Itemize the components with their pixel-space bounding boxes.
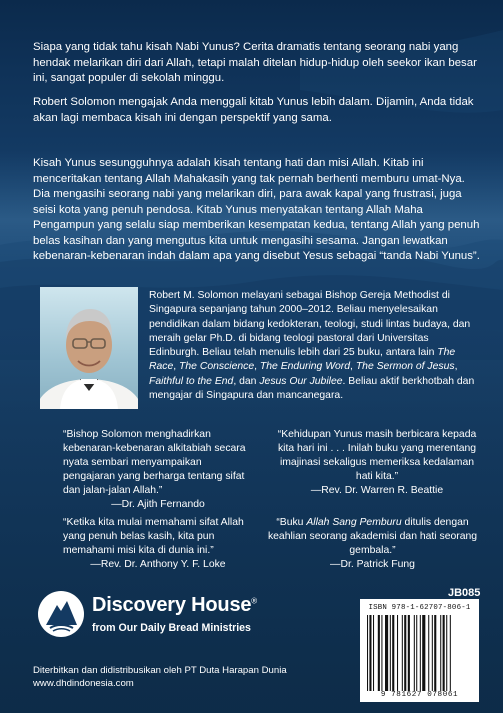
- book-title: Faithful to the End: [149, 375, 234, 387]
- quote-text: “Ketika kita mulai memahami sifat Allah yang penuh belas kasih, kita pun memahami misi kita di dunia ini.”: [63, 517, 244, 556]
- brand-tagline: from Our Daily Bread Ministries: [92, 622, 251, 634]
- publisher-line: Diterbitkan dan didistribusikan oleh PT Duta Harapan Dunia: [33, 665, 287, 676]
- endorsement-quote: [276, 428, 478, 498]
- isbn-number: ISBN 978-1-62707-806-1: [368, 604, 471, 612]
- endorsement-quote: [267, 516, 478, 572]
- blurb-paragraph-invitation: Robert Solomon mengajak Anda menggali kitab Yunus lebih dalam. Dijamin, Anda tidak akan lagi membaca kisah ini dengan perspektif yang sama.: [33, 96, 474, 124]
- publisher-info: [33, 664, 287, 690]
- endorsement-quote: [63, 516, 253, 572]
- discovery-house-logo-icon: [38, 591, 84, 637]
- author-photo: [40, 287, 138, 409]
- book-title: Jesus Our Jubilee: [259, 375, 343, 387]
- publisher-website: www.dhdindonesia.com: [33, 678, 134, 689]
- product-code: JB085: [448, 587, 481, 599]
- quote-attribution: —Rev. Dr. Warren R. Beattie: [310, 485, 444, 496]
- quote-text: “Buku Allah Sang Pemburu ditulis dengan keahlian seorang akademisi dan hati seorang gembala.”: [267, 517, 478, 556]
- barcode-digits: 9 781627 078061: [380, 691, 459, 699]
- publisher-logo: [38, 589, 298, 641]
- author-bio: Robert M. Solomon melayani sebagai Bishop Gereja Methodist di Singapura sepanjang tahun 2000–2012. Beliau menyelesaikan pendidikan dalam bidang kedokteran, teologi, studi lintas budaya, dan meraih gelar Ph.D. di bidang teologi pastoral dari Universitas Edinburgh. Beliau telah menulis lebih dari 25 buku, antara lain The Race, The Conscience, The Enduring Word, The Sermon of Jesus, Faithful to the End, dan Jesus Our Jubilee. Beliau aktif berkhotbah dan mengajar di Singapura dan mancanegara.: [149, 290, 475, 402]
- brand-name: Discovery House®: [92, 594, 257, 616]
- endorsement-quote: [63, 428, 253, 512]
- isbn-barcode: [360, 599, 479, 702]
- quote-text: “Kehidupan Yunus masih berbicara kepada kita hari ini . . . Inilah buku yang merentang imajinasi sekaligus memeriksa kedalaman hati kita.”: [277, 429, 477, 482]
- book-title: Allah Sang Pemburu: [306, 517, 402, 528]
- blurb-paragraph-intro: Siapa yang tidak tahu kisah Nabi Yunus? Cerita dramatis tentang seorang nabi yang hendak melarikan diri dari Allah, tetapi malah ditelan hidup-hidup oleh seekor ikan besar ini, sangat populer di sekolah minggu.: [33, 41, 477, 84]
- book-title: The Sermon of Jesus: [355, 361, 455, 373]
- barcode-bars: [364, 615, 475, 691]
- book-title: The Conscience: [179, 361, 255, 373]
- book-title: The Enduring Word: [259, 361, 351, 373]
- quote-attribution: —Dr. Patrick Fung: [330, 559, 415, 570]
- quote-text: “Bishop Solomon menghadirkan kebenaran-kebenaran alkitabiah secara nyata sembari menyampaikan pengajaran yang berharga tentang sifat dan jalan-jalan Allah.”: [63, 429, 246, 496]
- quote-attribution: —Dr. Ajith Fernando: [111, 499, 205, 510]
- quote-attribution: —Rev. Dr. Anthony Y. F. Loke: [90, 559, 226, 570]
- blurb-paragraph-summary: Kisah Yunus sesungguhnya adalah kisah tentang hati dan misi Allah. Kitab ini menceritakan tentang Allah Mahakasih yang tak pernah berhenti memburu umat-Nya. Dia mengasihi seorang nabi yang melarikan diri, para awak kapal yang frustrasi, juga seisi kota yang penuh pendosa. Kitab Yunus menyatakan tentang Allah Maha Pengampun yang selalu siap memberikan kesempatan kedua, tentang Allah yang penuh belas kasihan dan yang mengutus kita untuk mengasihi sesama. Jangan lewatkan kebenaran-kebenaran indah dalam apa yang disebut Yesus sebagai “tanda Nabi Yunus”.: [33, 157, 480, 262]
- book-title: The Race: [149, 347, 456, 373]
